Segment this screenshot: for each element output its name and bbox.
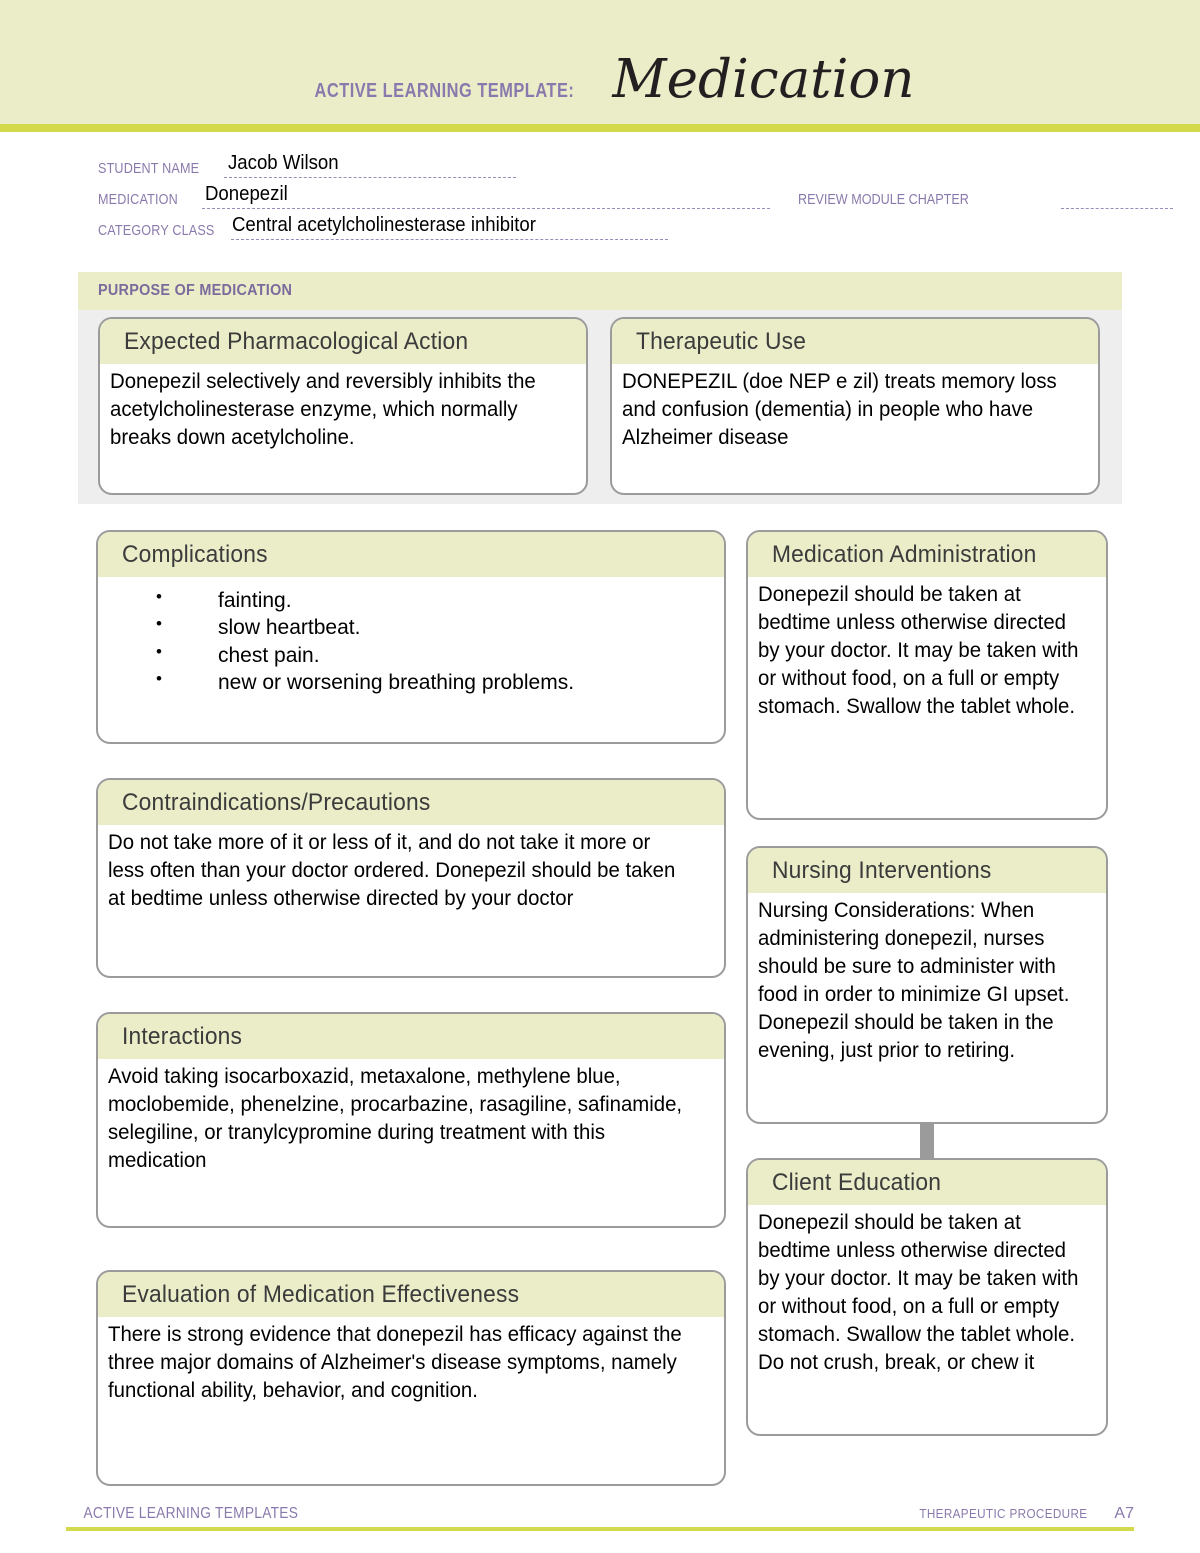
evaluation-of-medication-effectiveness-title: Evaluation of Medication Effectiveness: [122, 1281, 520, 1308]
medication-input[interactable]: Donepezil: [205, 183, 288, 205]
nursing-interventions-header: [748, 848, 1106, 893]
interactions-card[interactable]: [96, 1012, 726, 1228]
right-column: [746, 530, 1108, 1486]
header-band: [0, 0, 1200, 124]
expected-pharmacological-action-text[interactable]: Donepezil selectively and reversibly inhibits the acetylcholinesterase enzyme, which normally breaks down acetylcholine.: [110, 370, 536, 449]
expected-pharmacological-action-card[interactable]: [98, 317, 588, 495]
evaluation-of-medication-effectiveness-text[interactable]: There is strong evidence that donepezil has efficacy against the three major domains of Alzheimer's disease symptoms, namely functional ability, behavior, and cognition.: [108, 1323, 682, 1402]
category-class-label: CATEGORY CLASS: [98, 222, 215, 239]
identity-fields: [98, 150, 1102, 243]
medication-row: [98, 181, 1102, 212]
footer-right-group: [910, 1505, 1134, 1523]
interactions-text[interactable]: Avoid taking isocarboxazid, metaxalone, methylene blue, moclobemide, phenelzine, procarbazine, rasagiline, safinamide, selegiline, or tranylcypromine during treatment with this medication: [108, 1065, 683, 1172]
spacer: [96, 744, 726, 778]
list-item[interactable]: • new or worsening breathing problems.: [108, 669, 710, 696]
footer-brand-label: ACTIVE LEARNING TEMPLATES: [83, 1505, 299, 1522]
header-title-group: [0, 49, 1200, 110]
purpose-section-label: PURPOSE OF MEDICATION: [98, 282, 293, 299]
review-module-chapter-underline: [1061, 208, 1173, 209]
category-class-input[interactable]: Central acetylcholinesterase inhibitor: [232, 214, 536, 236]
interactions-header: [98, 1014, 724, 1059]
client-education-text[interactable]: Donepezil should be taken at bedtime unless otherwise directed by your doctor. It may be taken with or without food, on a full or empty stomach. Swallow the tablet whole. Do not crush, break, or chew it: [758, 1211, 1079, 1374]
medication-label: MEDICATION: [98, 191, 178, 208]
nursing-interventions-body: [748, 893, 1106, 1075]
spacer: [96, 1228, 726, 1270]
therapeutic-use-card[interactable]: [610, 317, 1100, 495]
medication-underline: [202, 208, 770, 209]
interactions-body: [98, 1059, 724, 1185]
category-class-row: [98, 212, 1102, 243]
list-item[interactable]: • slow heartbeat.: [108, 614, 710, 641]
expected-pharmacological-action-body: [100, 364, 586, 462]
evaluation-of-medication-effectiveness-card[interactable]: [96, 1270, 726, 1486]
expected-pharmacological-action-title: Expected Pharmacological Action: [124, 328, 469, 355]
student-name-row: [98, 150, 1102, 181]
list-item[interactable]: • chest pain.: [108, 642, 710, 669]
nursing-interventions-card[interactable]: [746, 846, 1108, 1124]
therapeutic-use-header: [612, 319, 1098, 364]
spacer: [746, 820, 1108, 846]
evaluation-of-medication-effectiveness-body: [98, 1317, 724, 1415]
medication-administration-title: Medication Administration: [772, 541, 1037, 568]
client-education-card[interactable]: [746, 1158, 1108, 1436]
footer-row: [66, 1505, 1134, 1527]
left-column: [96, 530, 726, 1486]
spacer: [96, 978, 726, 1012]
therapeutic-use-title: Therapeutic Use: [636, 328, 807, 355]
client-education-body: [748, 1205, 1106, 1387]
template-body-columns: [96, 530, 1108, 1486]
evaluation-of-medication-effectiveness-header: [98, 1272, 724, 1317]
complications-card[interactable]: [96, 530, 726, 744]
review-module-chapter-label: REVIEW MODULE CHAPTER: [798, 191, 969, 208]
purpose-of-medication-section: [78, 272, 1122, 504]
medication-administration-text[interactable]: Donepezil should be taken at bedtime unless otherwise directed by your doctor. It may be taken with or without food, on a full or empty stomach. Swallow the tablet whole.: [758, 583, 1079, 718]
list-item[interactable]: • fainting.: [108, 587, 710, 614]
nursing-interventions-text[interactable]: Nursing Considerations: When administering donepezil, nurses should be sure to administer with food in order to minimize GI upset. Donepezil should be taken in the evening, just prior to retiring.: [758, 899, 1070, 1062]
complications-list: [108, 587, 710, 696]
purpose-cards: [78, 310, 1122, 495]
card-connector-bar: [920, 1124, 934, 1158]
complications-body: [98, 577, 724, 706]
interactions-title: Interactions: [122, 1023, 243, 1050]
footer-page-number: A7: [1114, 1505, 1134, 1522]
contraindications-precautions-card[interactable]: [96, 778, 726, 978]
purpose-section-header: [78, 272, 1122, 310]
footer-accent-rule: [66, 1527, 1134, 1531]
complications-header: [98, 532, 724, 577]
contraindications-precautions-title: Contraindications/Precautions: [122, 789, 431, 816]
student-name-input[interactable]: Jacob Wilson: [228, 152, 339, 174]
student-name-label: STUDENT NAME: [98, 160, 200, 177]
expected-pharmacological-action-header: [100, 319, 586, 364]
student-name-underline: [224, 177, 516, 178]
page-title: Medication: [612, 49, 915, 110]
template-eyebrow-label: ACTIVE LEARNING TEMPLATE:: [314, 80, 574, 102]
contraindications-precautions-text[interactable]: Do not take more of it or less of it, and do not take it more or less often than your doctor ordered. Donepezil should be taken at bedtime unless otherwise directed by your doctor: [108, 831, 676, 910]
page-footer: [66, 1505, 1134, 1531]
medication-administration-body: [748, 577, 1106, 731]
header-accent-rule: [0, 124, 1200, 132]
medication-administration-header: [748, 532, 1106, 577]
footer-procedure-label: THERAPEUTIC PROCEDURE: [918, 1506, 1088, 1521]
therapeutic-use-text[interactable]: DONEPEZIL (doe NEP e zil) treats memory loss and confusion (dementia) in people who have Alzheimer disease: [622, 370, 1057, 449]
connector-wrap: [746, 1124, 1108, 1158]
contraindications-precautions-body: [98, 825, 724, 923]
category-class-underline: [231, 239, 668, 240]
contraindications-precautions-header: [98, 780, 724, 825]
client-education-title: Client Education: [772, 1169, 942, 1196]
therapeutic-use-body: [612, 364, 1098, 462]
nursing-interventions-title: Nursing Interventions: [772, 857, 992, 884]
complications-title: Complications: [122, 541, 268, 568]
client-education-header: [748, 1160, 1106, 1205]
medication-administration-card[interactable]: [746, 530, 1108, 820]
